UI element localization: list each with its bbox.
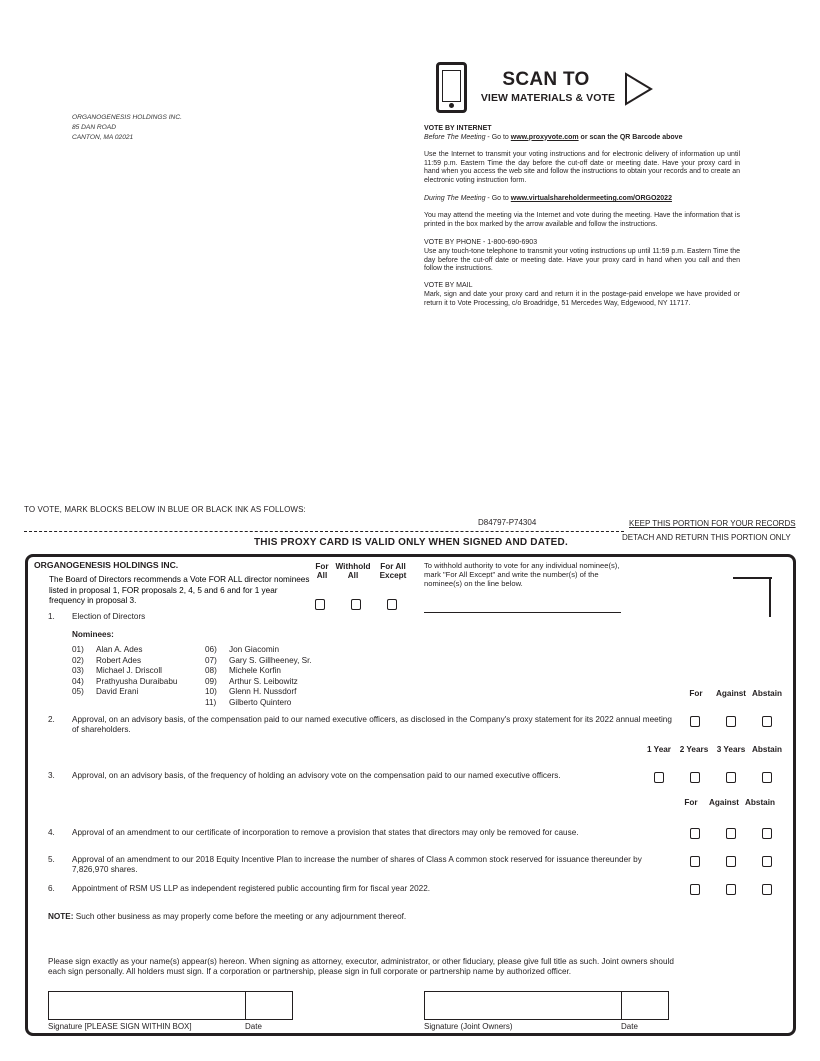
internet-para-1: Use the Internet to transmit your voting instructions and for electronic delivery of information up until 11:59 p.m. Eastern Time the day before the cut-off date or meeting date. Have your proxy card in hand when you access the web site and follow the instructions to obtain your records and to create an electronic voting instruction form. bbox=[424, 151, 740, 184]
before-tail: or scan the QR Barcode above bbox=[578, 133, 683, 141]
date-1-label: Date bbox=[245, 1022, 262, 1031]
card-company-name: ORGANOGENESIS HOLDINGS INC. bbox=[34, 560, 179, 570]
head-against-p2: Against bbox=[715, 689, 747, 698]
p3-number: 3. bbox=[48, 771, 55, 780]
p6-checkbox-abstain[interactable] bbox=[762, 884, 772, 895]
signature-2-label: Signature (Joint Owners) bbox=[424, 1022, 513, 1031]
address-line-3: CANTON, MA 02021 bbox=[72, 134, 134, 141]
nominee-name: Gary S. Gillheeney, Sr. bbox=[229, 655, 312, 665]
p6-number: 6. bbox=[48, 884, 55, 893]
nominee-03 bbox=[72, 666, 212, 677]
head-abstain-p3: Abstain bbox=[751, 745, 783, 754]
sign-instructions: Please sign exactly as your name(s) appear(s) hereon. When signing as attorney, executor, administrator, or other fiduciary, please give full title as such. Joint owners should each sign personally. All holders must sign. If a corporation or partnership, please sign in full corporate or partnership name by authorized officer. bbox=[48, 957, 674, 976]
nominee-num: 09) bbox=[205, 676, 217, 686]
col-for-all: For All bbox=[315, 562, 329, 580]
scan-subtitle: VIEW MATERIALS & VOTE bbox=[480, 92, 616, 104]
checkbox-for-all-except[interactable] bbox=[387, 599, 397, 610]
internet-heading: VOTE BY INTERNET bbox=[424, 125, 492, 132]
nominee-num: 04) bbox=[72, 676, 84, 686]
p1-number: 1. bbox=[48, 612, 55, 621]
nominee-num: 05) bbox=[72, 687, 84, 697]
nominees-label: Nominees: bbox=[72, 630, 114, 639]
checkbox-for-all[interactable] bbox=[315, 599, 325, 610]
p5-text: Approval of an amendment to our 2018 Equity Incentive Plan to increase the number of shares of Class A common stock reserved for issuance thereunder by 7,826,970 shares. bbox=[72, 855, 642, 874]
note-text: Such other business as may properly come before the meeting or any adjournment thereof. bbox=[73, 912, 407, 921]
p1-text: Election of Directors bbox=[72, 612, 146, 621]
vote-by-internet-section bbox=[424, 125, 740, 142]
nominee-num: 06) bbox=[205, 645, 217, 654]
p2-checkbox-against[interactable] bbox=[726, 716, 736, 727]
proxyvote-link[interactable]: www.proxyvote.com bbox=[510, 133, 579, 141]
signature-box-1-divider bbox=[245, 991, 246, 1020]
col-for-all-except: For All Except bbox=[379, 562, 407, 580]
p3-checkbox-abstain[interactable] bbox=[762, 772, 772, 783]
note-label: NOTE: bbox=[48, 912, 74, 921]
nominee-name: Arthur S. Leibowitz bbox=[229, 676, 298, 686]
nominee-exception-line[interactable] bbox=[424, 612, 621, 613]
phone-icon bbox=[436, 62, 467, 113]
detach-portion-label: DETACH AND RETURN THIS PORTION ONLY bbox=[622, 533, 791, 542]
nominee-08 bbox=[205, 666, 335, 677]
before-mid: - Go to bbox=[485, 133, 511, 141]
head-1-year: 1 Year bbox=[647, 745, 671, 754]
nominee-name: Prathyusha Duraibabu bbox=[96, 676, 178, 686]
address-line-1: ORGANOGENESIS HOLDINGS INC. bbox=[72, 114, 182, 121]
col-withhold-all: Withhold All bbox=[335, 562, 371, 580]
date-2-label: Date bbox=[621, 1022, 638, 1031]
ink-note: TO VOTE, MARK BLOCKS BELOW IN BLUE OR BLACK INK AS FOLLOWS: bbox=[24, 505, 306, 514]
p5-checkbox-for[interactable] bbox=[690, 856, 700, 867]
nominee-num: 07) bbox=[205, 655, 217, 665]
p4-checkbox-for[interactable] bbox=[690, 828, 700, 839]
nominee-09 bbox=[205, 677, 335, 688]
before-label: Before The Meeting bbox=[424, 133, 486, 141]
p3-checkbox-1-year[interactable] bbox=[654, 772, 664, 783]
p2-checkbox-for[interactable] bbox=[690, 716, 700, 727]
head-against-p4: Against bbox=[708, 798, 740, 807]
head-abstain-p4: Abstain bbox=[744, 798, 776, 807]
signature-box-2[interactable] bbox=[424, 991, 669, 1020]
p4-checkbox-against[interactable] bbox=[726, 828, 736, 839]
keep-portion-label: KEEP THIS PORTION FOR YOUR RECORDS bbox=[629, 519, 796, 528]
internet-during-line bbox=[424, 195, 740, 204]
phone-para: Use any touch-tone telephone to transmit your voting instructions up until 11:59 p.m. Eastern Time the day before the cut-off date or meeting date. Have your proxy card in hand when you call and then follow the instructions. bbox=[424, 248, 740, 273]
virtual-meeting-link[interactable]: www.virtualshareholdermeeting.com/ORGO2022 bbox=[510, 195, 672, 202]
nominee-num: 10) bbox=[205, 687, 217, 697]
p5-checkbox-abstain[interactable] bbox=[762, 856, 772, 867]
nominee-11 bbox=[205, 698, 335, 709]
p6-checkbox-against[interactable] bbox=[726, 884, 736, 895]
detach-line bbox=[24, 531, 624, 532]
p2-number: 2. bbox=[48, 715, 55, 724]
nominee-07 bbox=[205, 656, 335, 667]
control-box-corner bbox=[733, 577, 772, 579]
withhold-instructions: To withhold authority to vote for any individual nominee(s), mark "For All Except" and write the number(s) of the nominee(s) on the line below. bbox=[424, 561, 620, 588]
p3-text: Approval, on an advisory basis, of the frequency of holding an advisory vote on the compensation paid to our named executive officers. bbox=[72, 771, 561, 780]
nominee-name: Gilberto Quintero bbox=[229, 697, 292, 707]
control-code: D84797-P74304 bbox=[472, 518, 542, 527]
nominee-num: 08) bbox=[205, 666, 217, 676]
internet-before-line bbox=[424, 134, 740, 143]
nominee-02 bbox=[72, 656, 212, 667]
p4-number: 4. bbox=[48, 828, 55, 837]
validity-notice: THIS PROXY CARD IS VALID ONLY WHEN SIGNED AND DATED. bbox=[254, 537, 568, 548]
nominee-num: 01) bbox=[72, 645, 84, 654]
p2-text: Approval, on an advisory basis, of the compensation paid to our named executive officers, as disclosed in the Company's proxy statement for its 2022 annual meeting of shareholders. bbox=[72, 715, 672, 734]
board-recommendation: The Board of Directors recommends a Vote FOR ALL director nominees listed in proposal 1, FOR proposals 2, 4, 5 and 6 and for 1 year frequency in proposal 3. bbox=[49, 575, 310, 605]
p6-text: Appointment of RSM US LLP as independent registered public accounting firm for fiscal year 2022. bbox=[72, 884, 431, 893]
nominee-num: 03) bbox=[72, 666, 84, 676]
signature-1-label: Signature [PLEASE SIGN WITHIN BOX] bbox=[48, 1022, 192, 1031]
signature-box-2-divider bbox=[621, 991, 622, 1020]
nominee-name: Robert Ades bbox=[96, 655, 142, 665]
control-box-corner-vertical bbox=[769, 577, 771, 617]
mail-heading: VOTE BY MAIL bbox=[424, 282, 473, 289]
nominee-name: Alan A. Ades bbox=[96, 645, 143, 654]
note-line bbox=[48, 912, 406, 922]
during-mid: - Go to bbox=[485, 195, 511, 202]
mail-para: Mark, sign and date your proxy card and return it in the postage-paid envelope we have provided or return it to Vote Processing, c/o Broadridge, 51 Mercedes Way, Edgewood, NY 11717. bbox=[424, 291, 740, 307]
during-label: During The Meeting bbox=[424, 195, 486, 202]
address-line-2: 85 DAN ROAD bbox=[72, 124, 116, 131]
scan-title: SCAN TO bbox=[502, 69, 590, 90]
nominees-left-list bbox=[72, 645, 212, 698]
nominee-name: Glenn H. Nussdorf bbox=[229, 687, 297, 697]
p3-checkbox-2-years[interactable] bbox=[690, 772, 700, 783]
nominee-06 bbox=[205, 645, 335, 656]
signature-box-1[interactable] bbox=[48, 991, 293, 1020]
return-address bbox=[72, 113, 182, 143]
nominee-name: Michael J. Driscoll bbox=[96, 666, 162, 676]
head-abstain-p2: Abstain bbox=[751, 689, 783, 698]
internet-para-2: You may attend the meeting via the Internet and vote during the meeting. Have the information that is printed in the box marked by the arrow available and follow the instructions. bbox=[424, 212, 740, 228]
nominee-name: Michele Korfin bbox=[229, 666, 281, 676]
p6-checkbox-for[interactable] bbox=[690, 884, 700, 895]
checkbox-withhold-all[interactable] bbox=[351, 599, 361, 610]
play-arrow-icon bbox=[624, 72, 654, 106]
nominee-num: 11) bbox=[205, 697, 217, 707]
p3-checkbox-3-years[interactable] bbox=[726, 772, 736, 783]
nominee-name: David Erani bbox=[96, 687, 139, 697]
nominee-name: Jon Giacomin bbox=[229, 645, 280, 654]
nominee-01 bbox=[72, 645, 212, 656]
head-2-years: 2 Years bbox=[679, 745, 709, 754]
head-3-years: 3 Years bbox=[716, 745, 746, 754]
head-for-p2: For bbox=[689, 689, 703, 698]
p4-checkbox-abstain[interactable] bbox=[762, 828, 772, 839]
nominee-10 bbox=[205, 687, 335, 698]
p5-number: 5. bbox=[48, 855, 55, 864]
head-for-p4: For bbox=[684, 798, 698, 807]
nominees-right-list bbox=[205, 645, 335, 709]
p2-checkbox-abstain[interactable] bbox=[762, 716, 772, 727]
phone-heading: VOTE BY PHONE - 1-800-690-6903 bbox=[424, 239, 538, 246]
nominee-num: 02) bbox=[72, 655, 84, 665]
nominee-05 bbox=[72, 687, 212, 698]
nominee-04 bbox=[72, 677, 212, 688]
p5-checkbox-against[interactable] bbox=[726, 856, 736, 867]
p4-text: Approval of an amendment to our certificate of incorporation to remove a provision that states that directors may only be removed for cause. bbox=[72, 828, 579, 837]
